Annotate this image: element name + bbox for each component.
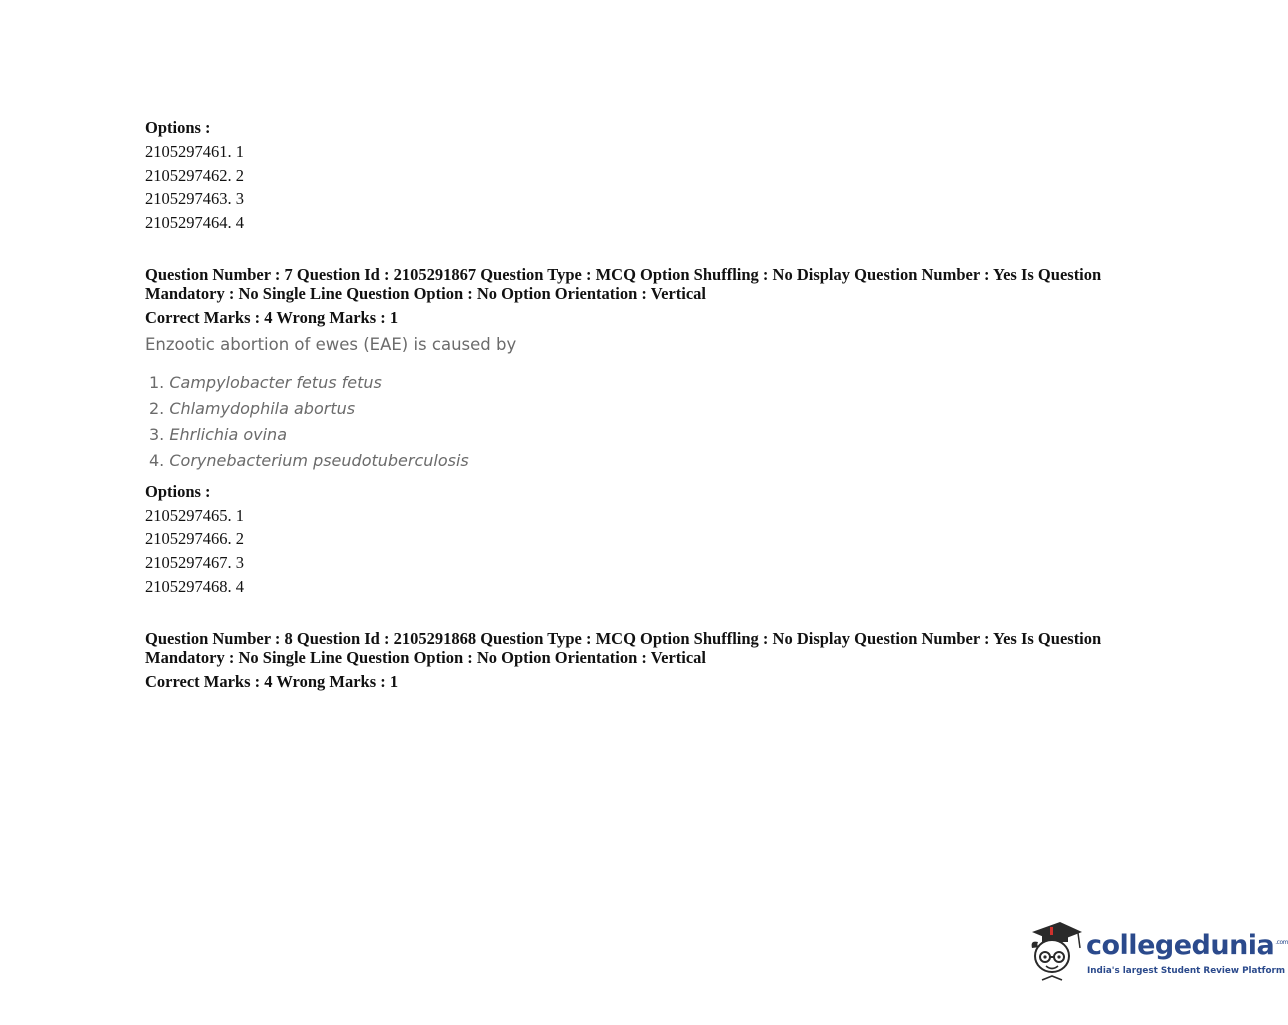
collegedunia-logo — [1026, 918, 1288, 990]
answer-choice: 4. Corynebacterium pseudotuberculosis — [149, 450, 469, 470]
option-id: 2105297462. 2 — [145, 165, 244, 185]
options-label: Options : — [145, 118, 211, 137]
question-block — [145, 265, 1155, 599]
logo-wordmark: collegedunia$^{.com}$ — [1086, 930, 1288, 961]
question-marks: Correct Marks : 4 Wrong Marks : 1 — [145, 307, 399, 327]
question-meta-line: Question Number : 8 Question Id : 2105291868 Question Type : MCQ Option Shuffling : No Display Question Number : Yes Is Question — [145, 628, 1102, 648]
option-id: 2105297467. 3 — [145, 553, 244, 573]
question-marks: Correct Marks : 4 Wrong Marks : 1 — [145, 671, 399, 691]
option-id: 2105297464. 4 — [145, 213, 244, 233]
option-id: 2105297466. 2 — [145, 529, 244, 549]
options-section — [145, 480, 1155, 599]
logo-tagline: India's largest Student Review Platform — [1087, 966, 1286, 976]
option-id: 2105297463. 3 — [145, 189, 244, 209]
option-id: 2105297465. 1 — [145, 505, 244, 525]
answer-choice: 1. Campylobacter fetus fetus — [149, 372, 382, 392]
question-meta — [145, 629, 1155, 667]
question-meta-line: Question Number : 7 Question Id : 2105291867 Question Type : MCQ Option Shuffling : No Display Question Number : Yes Is Question — [145, 264, 1102, 284]
student-mascot-icon — [1026, 918, 1084, 988]
answer-choice: 3. Ehrlichia ovina — [149, 424, 287, 444]
question-meta-line: Mandatory : No Single Line Question Option : No Option Orientation : Vertical — [145, 283, 707, 303]
question-text: Enzootic abortion of ewes (EAE) is caused by — [145, 334, 517, 354]
options-label: Options : — [145, 481, 211, 501]
document-body — [145, 116, 1155, 694]
answer-choices — [149, 370, 1155, 474]
option-id: 2105297468. 4 — [145, 576, 244, 596]
options-section — [145, 116, 1155, 235]
question-block — [145, 629, 1155, 694]
question-meta-line: Mandatory : No Single Line Question Option : No Option Orientation : Vertical — [145, 647, 707, 667]
question-meta — [145, 265, 1155, 303]
answer-choice: 2. Chlamydophila abortus — [149, 398, 356, 418]
option-id: 2105297461. 1 — [145, 141, 244, 161]
